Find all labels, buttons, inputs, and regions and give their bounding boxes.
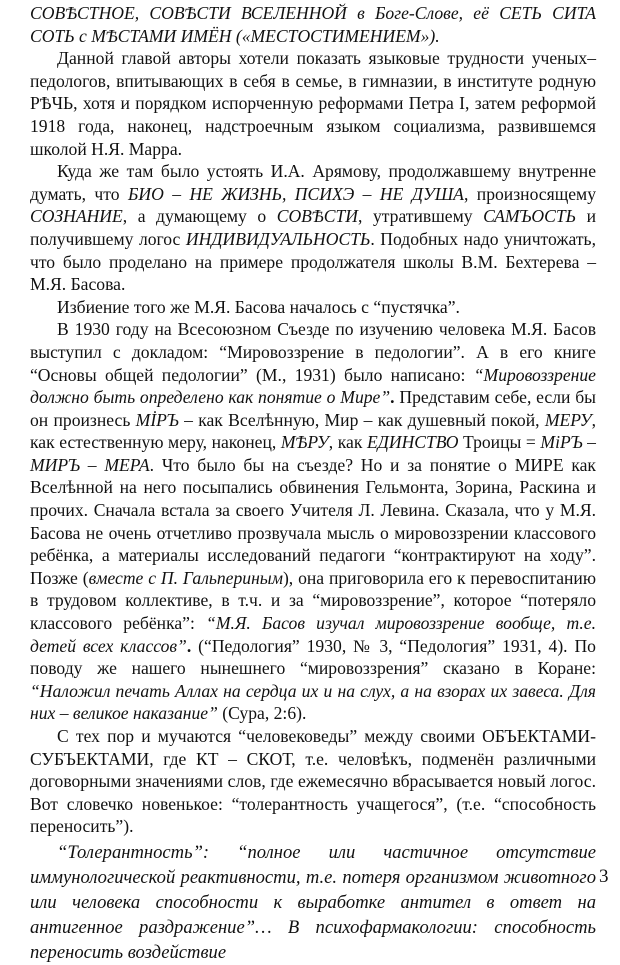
- text-run: , как естественную меру, наконец,: [30, 409, 596, 453]
- text-run: СОВѢСТНОЕ, СОВѢСТИ ВСЕЛЕННОЙ в Боге-Слове, её СЕТЬ СИТА СОТЬ с МѢСТАМИ ИМЁН («МЕСТОСТИМЕНИЕМ»).: [30, 3, 596, 46]
- text-run: СОЗНАНИЕ: [30, 206, 123, 227]
- text-run: Избиение того же М.Я. Басова началось с “пустячка”.: [57, 296, 460, 317]
- text-run: МİРЪ: [135, 409, 179, 430]
- text-run: (“Педология” 1930, № 3, “Педология” 1931, 4). По поводу же нашего нынешнего “мировоззрения” сказано в Коране:: [30, 635, 596, 679]
- text-run: и получившему логос: [30, 206, 596, 249]
- paragraph-3: [30, 160, 596, 296]
- text-run: , а думающему о: [122, 206, 277, 227]
- text-run: В 1930 году на Всесоюзном Съезде по изучению человека М.Я. Басов выступил с докладом: “Мировоззрение в педологии”. А в его книге “Основы общей педологии” (М., 1931) было написано:: [30, 319, 596, 385]
- text-run: .: [390, 387, 395, 408]
- paragraph-2: [30, 47, 596, 160]
- text-run: Данной главой авторы хотели показать языковые трудности ученых–педологов, впитывающих в себя в семье, в гимназии, в институте родную РѢЧЬ, хотя и порядком испорченную реформами Петра I, затем реформой 1918 года, наконец, надстроечным языком социализма, развившемся школой Н.Я. Марра.: [30, 48, 596, 159]
- paragraph-1: [30, 2, 596, 47]
- text-run: , утратившему: [358, 206, 484, 227]
- text-run: , как: [328, 432, 367, 453]
- text-run: ), она приговорила его к перевоспитанию в трудовом коллективе, в т.ч. и за “мировоззрение”, которое “потеряло классового ребёнка”:: [30, 567, 596, 634]
- text-run: СОВѢСТИ: [276, 206, 359, 227]
- text-run: МiРЪ – МИРЪ – МЕРА: [30, 432, 596, 475]
- page-number: 3: [599, 866, 609, 887]
- text-run: – как Вселѣнную, Мир – как душевный покой,: [178, 409, 545, 430]
- text-run: .: [186, 635, 192, 656]
- text-run: САМЪОСТЬ: [483, 206, 577, 227]
- text-run: ЕДИНСТВО: [366, 432, 459, 453]
- text-run: “Толерантность”: “полное или частичное отсутствие иммунологической реактивности, т.е. потеря организмом животного или человека способности к выработке антител в ответ на антигенное раздражение”… В психофармакологии: способность переносить воздействие: [30, 841, 596, 963]
- text-run: ИНДИВИДУАЛЬНОСТЬ: [185, 228, 371, 249]
- text-run: (Сура, 2:6).: [217, 703, 307, 724]
- text-run: МЕРУ: [544, 409, 592, 430]
- text-run: Куда же там было устоять И.А. Арямову, продолжавшему внутренне думать, что: [30, 161, 596, 204]
- text-run: . Что было бы на съезде? Но и за понятие о МИРЕ как Вселѣнной на него посыпались обвинения Гельмонта, Зорина, Раскина и прочих. Сначала встала за своего Учителя Л. Левина. Сказала, что у М.Я. Басова не очень отчетливо прозвучала мысль о мировоззрении классового ребёнка, а материалы исследований педагоги “контрактируют на ходу”. Позже (: [30, 454, 596, 588]
- paragraph-5: [30, 318, 596, 725]
- paragraph-6: [30, 725, 596, 838]
- text-run: вместе с П. Гальпериным: [88, 567, 283, 588]
- text-run: . Подобных надо уничтожать, что было проделано на примере продолжателя школы В.М. Бехтерева – М.Я. Басова.: [30, 228, 596, 295]
- text-run: С тех пор и мучаются “человековеды” между своими ОБЪЕКТАМИ-СУБЪЕКТАМИ, где КТ – СКОТ, т.е. человѣкъ, подменён различными договорными значениями слов, где ежемесячно вбрасывается новый логос. Вот словечко новенькое: “толерантность учащегося”, (т.е. “способность переносить”).: [30, 726, 596, 837]
- text-run: “М.Я. Басов изучал мировоззрение вообще, т.е. детей всех классов”: [30, 613, 596, 656]
- body-text: [30, 2, 596, 965]
- text-run: “Наложил печать Аллах на сердца их и на слух, а на взорах их завеса. Для них – великое наказание”: [30, 680, 596, 724]
- text-run: “Мировоззрение должно быть определено как понятие о Мире”: [30, 364, 596, 408]
- text-run: БИО – НЕ ЖИЗНЬ, ПСИХЭ – НЕ ДУША: [127, 183, 464, 204]
- paragraph-4: [30, 296, 596, 319]
- paragraph-7: [30, 840, 596, 965]
- text-run: , произносящему: [463, 183, 596, 204]
- text-run: Троицы =: [458, 432, 541, 453]
- text-run: МѢРУ: [280, 432, 329, 453]
- text-run: Представим себе, если бы он произнесь: [30, 387, 596, 430]
